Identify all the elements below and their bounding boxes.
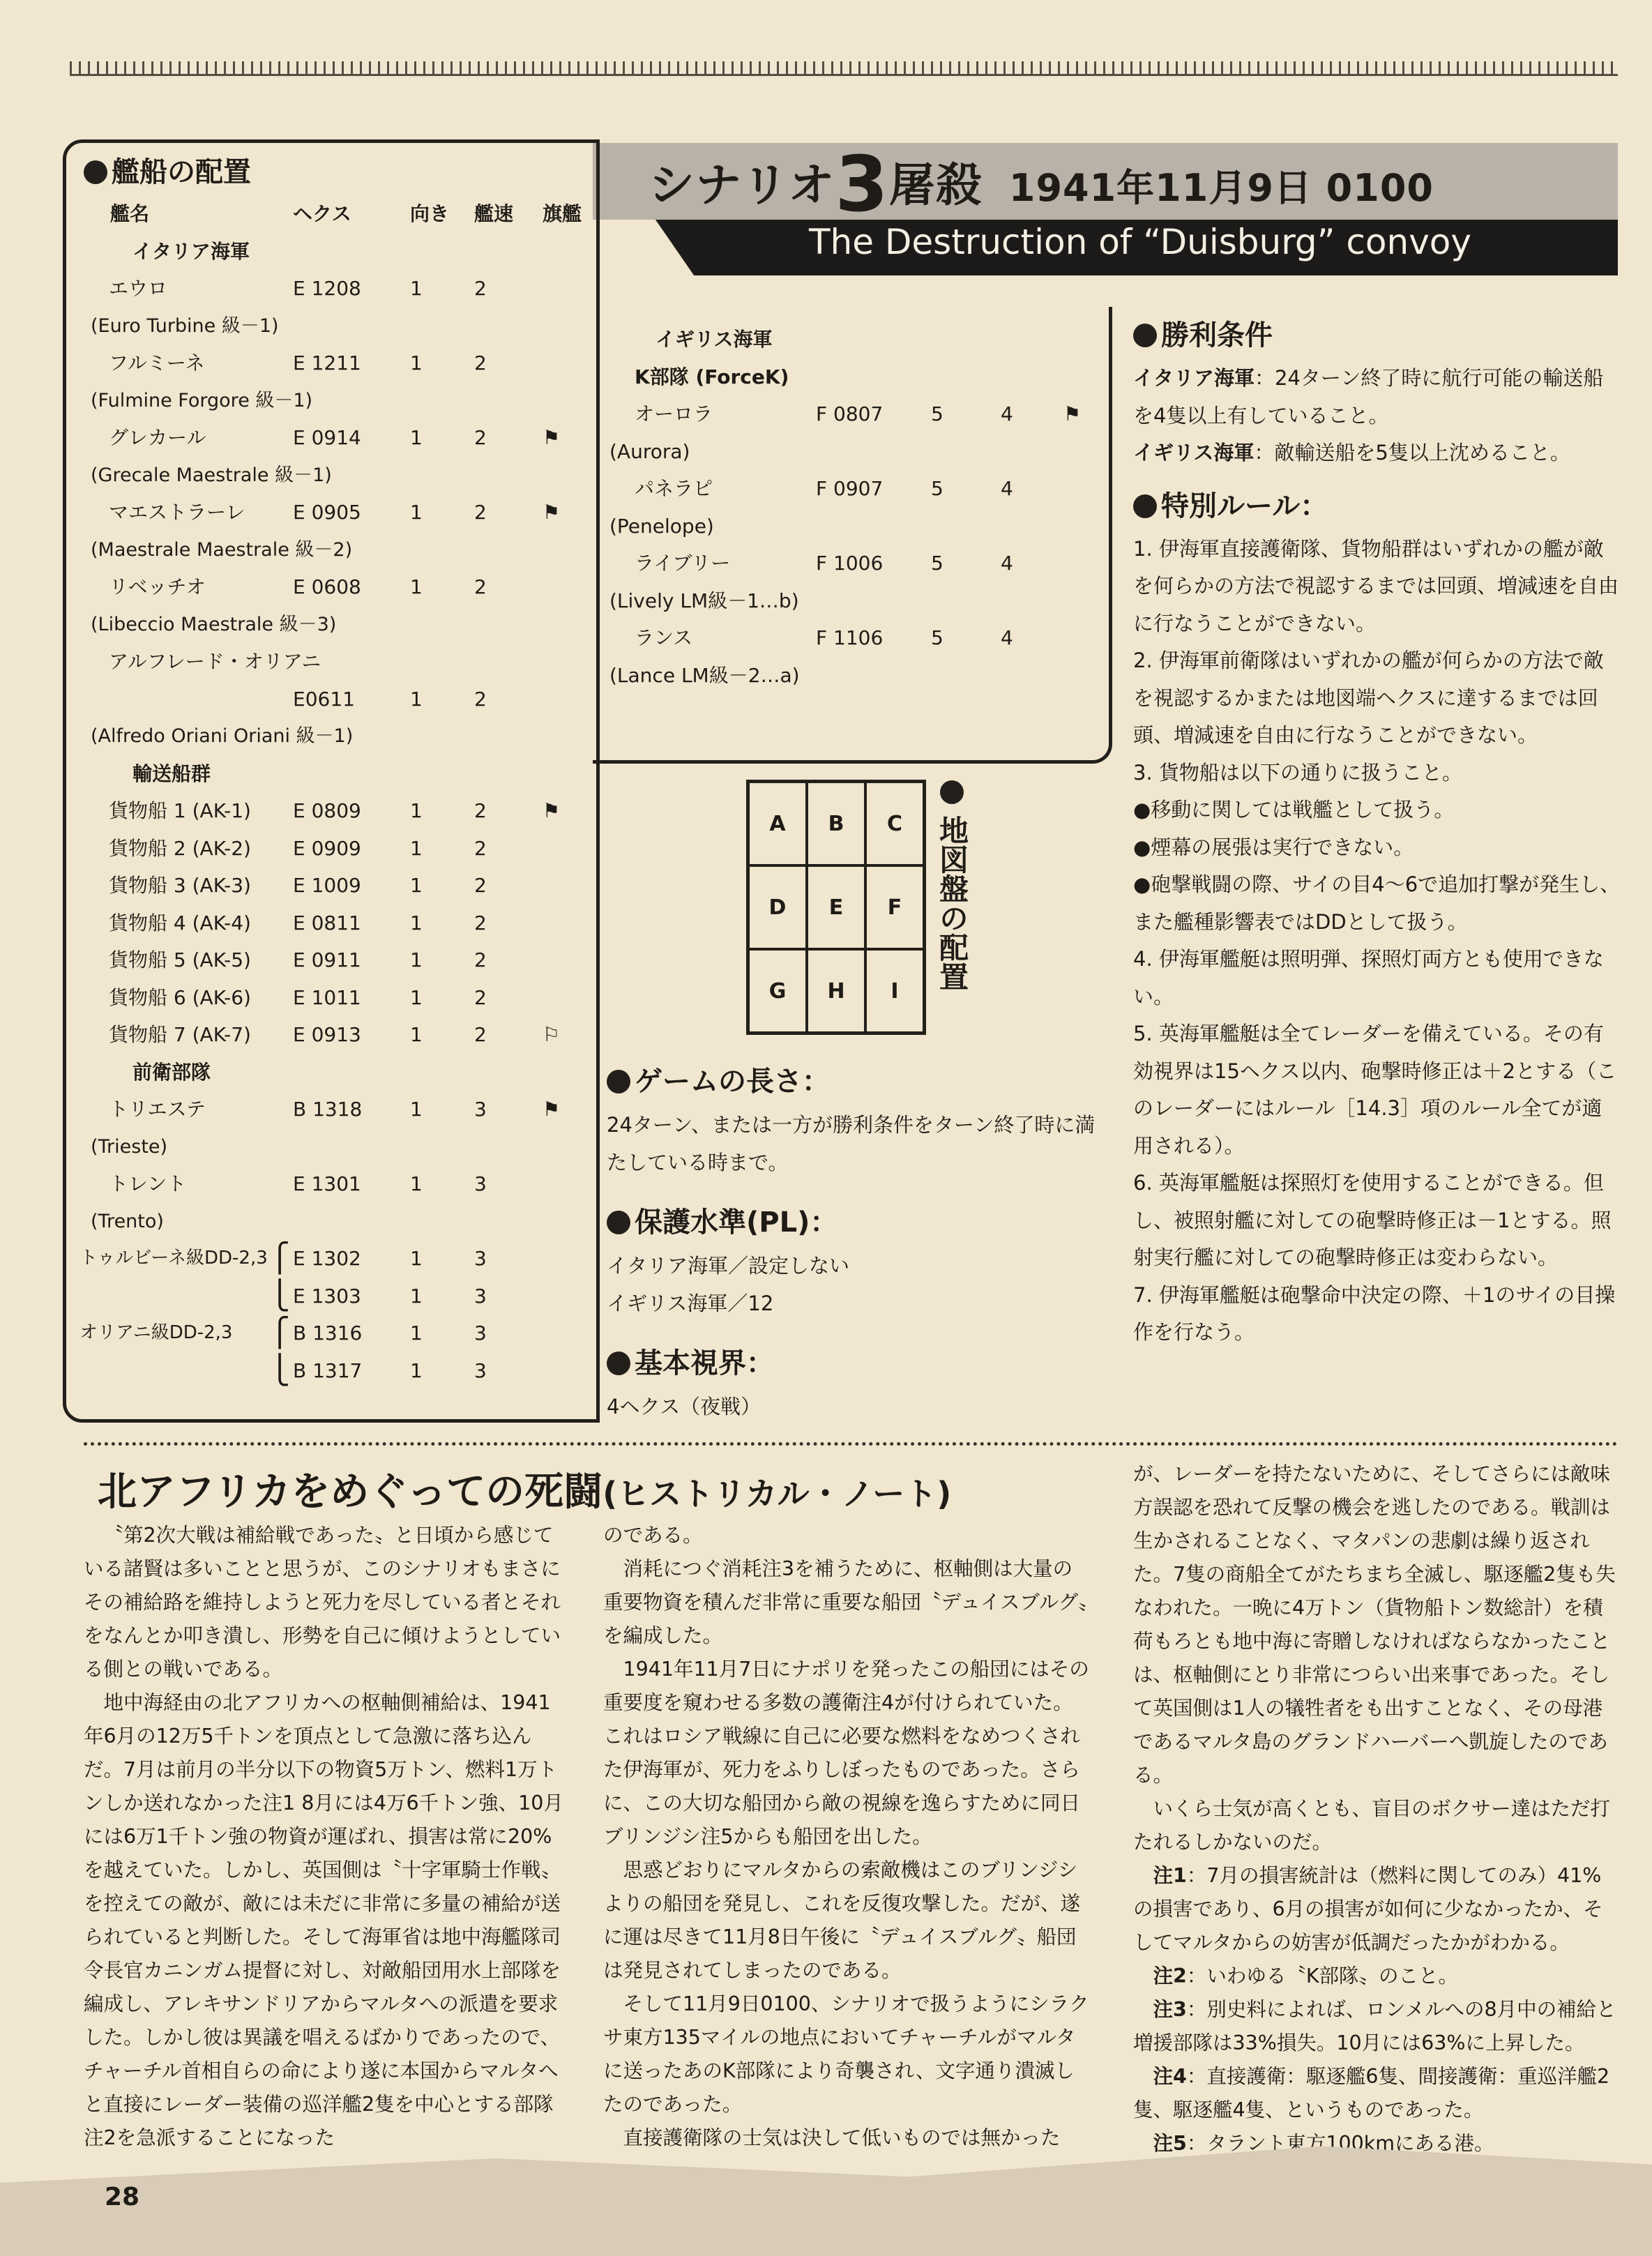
game-length-text: 24ターン、または一方が勝利条件をターン終了時に満たしている時まで。 [607,1113,1096,1174]
group-brace-icon: ⎧ [269,1242,290,1274]
ship-name: フルミーネ [109,351,205,374]
british-label: イギリス海軍 [656,328,773,351]
ship-hex: B 1316 [293,1322,363,1345]
ship-direction: 1 [410,575,423,598]
ship-row [607,619,1109,657]
ship-name: エウロ [109,277,168,300]
note-title-main: 北アフリカをめぐっての死闘 [98,1469,603,1515]
bullet-icon [607,1211,630,1234]
victory-heading-text: 勝利条件 [1161,319,1273,351]
fleet-header-row [77,195,586,233]
vanguard-label: 前衛部隊 [132,1060,211,1084]
map-cell: I [865,949,924,1033]
visibility-heading-text: 基本視界： [635,1347,774,1379]
group-brace-icon: ⎩ [269,1279,290,1312]
game-length-heading [607,1057,1109,1106]
bullet-icon [1133,324,1157,347]
ship-row [607,582,1109,620]
ship-direction: 1 [410,1098,423,1121]
ship-name: パネラピ [635,477,713,500]
scenario-title [649,139,1434,229]
footnote [1133,2060,1618,2127]
note-paragraph: 直接護衛隊の士気は決して低いものでは無かった [623,2126,1061,2149]
ship-class-note: (Grecale Maestrale 級－1) [91,464,332,486]
ship-class-note: (Fulmine Forgore 級－1) [91,389,313,411]
footnote-text: ：7月の損害統計は（燃料に関してのみ）41%の損害であり、6月の損害が如何に少なかったか、そしてマルタからの妨害が低調だったかがわかる。 [1133,1864,1603,1954]
ship-name: リベッチオ [109,575,206,598]
victory-italy-label: イタリア海軍 [1133,366,1255,390]
special-rule: 5. 英海軍艦艇は全てレーダーを備えている。その有効視界は15ヘクス以内、砲撃時修正は＋2とする（このレーダーにはルール［14.3］項のルール全てが適用される）。 [1133,1022,1617,1158]
ship-direction: 1 [410,1023,423,1046]
destroyer-group-label: オリアニ級DD-2,3 [79,1322,233,1343]
ship-class-note: (Lively LM級－1…b) [609,589,799,612]
ship-hex: E 0911 [293,948,361,971]
ship-name: トリエステ [109,1098,206,1121]
visibility-heading [607,1339,1109,1388]
footnote-label: 注2 [1153,1964,1187,1988]
ship-row [77,270,586,308]
column-header-speed: 艦速 [474,202,514,225]
italy-section [77,233,586,271]
note-title-sub: (ヒストリカル・ノート) [603,1475,952,1513]
convoy-label: 輸送船群 [132,762,211,785]
ship-class-note: (Lance LM級－2…a) [609,663,800,687]
ship-speed: 2 [474,1023,487,1046]
note-column-1 [84,1519,565,2155]
ship-hex: E0611 [293,687,355,711]
note-paragraph: が、レーダーを持たないために、そしてさらには敵味方誤認を恐れて反撃の機会を逃したのである。戦訓は生かされることなく、マタパンの悲劇は繰り返された。7隻の商船全てがたちまち全滅し、駆逐艦2隻も失なわれた。一晩に4万トン（貨物船トン数総計）を積荷もろとも地中海に寄贈しなければならなかったことは、枢軸側にとり非常につらい出来事であった。そして英国側は1人の犠牲者をも出すことなく、その母港であるマルタ島のグランドハーバーへ凱旋したのである。 [1133,1462,1616,1787]
map-cell: E [807,865,865,949]
ship-speed: 2 [474,277,487,300]
ship-row [77,1128,586,1166]
ship-hex: E 0905 [293,501,361,524]
vanguard-section [77,1054,586,1091]
map-cell: G [748,949,807,1033]
ship-direction: 5 [931,402,944,425]
ship-speed: 3 [474,1172,487,1195]
ship-direction: 1 [410,1247,423,1270]
footnote-text: ：タラント東方100kmにある港。 [1186,2132,1494,2155]
destroyer-group-label: トゥルビーネ級DD-2,3 [79,1248,268,1269]
map-cell: A [748,782,807,865]
ship-name: 貨物船 6 (AK-6) [109,985,251,1009]
ship-hex: E 0909 [293,836,361,860]
ship-name: 貨物船 2 (AK-2) [109,836,251,860]
special-rules-list [1133,531,1621,1352]
note-paragraph: いくら士気が高くとも、盲目のボクサー達はただ打たれるしかないのだ。 [1133,1797,1611,1854]
ship-row [77,643,586,681]
note-paragraph: 消耗につぐ消耗注3を補うために、枢軸側は大量の重要物資を積んだ非常に重要な船団〝デュイスブルグ〟を編成した。 [603,1557,1089,1647]
ship-speed: 4 [1001,552,1013,575]
victory-uk [1133,434,1621,472]
ship-row [77,1016,586,1054]
special-rule: 2. 伊海軍前衛隊はいずれかの艦が何らかの方法で敵を視認するかまたは地図端ヘクスに達するまでは回頭、増減速を自由に行なうことができない。 [1133,649,1604,747]
ship-direction: 1 [410,687,423,711]
flagship-icon: ⚑ [543,1098,561,1121]
ship-hex: E 1301 [293,1172,361,1195]
game-info [607,1053,1109,1425]
ship-direction: 1 [410,1358,423,1382]
victory-heading [1133,311,1621,360]
note-paragraph: そして11月9日0100、シナリオで扱うようにシラクサ東方135マイルの地点においてチャーチルがマルタに送ったあのK部隊により奇襲され、文字通り潰滅したのであった。 [603,1992,1089,2116]
ship-row [77,1203,586,1241]
ship-class-note: (Penelope) [609,514,714,538]
special-rules-heading-text: 特別ルール： [1161,490,1328,522]
footnote-label: 注3 [1153,1998,1187,2021]
footnote [1133,1960,1618,1993]
victory-italy-text: ：24ターン終了時に航行可能の輸送船を4隻以上有していること。 [1133,366,1604,427]
special-rule: ●移動に関しては戦艦として扱う。 [1133,798,1455,822]
ship-direction: 1 [410,351,423,374]
ship-name: 貨物船 3 (AK-3) [109,874,251,897]
ship-hex: F 0807 [816,402,884,425]
ship-direction: 1 [410,1172,423,1195]
note-paragraph: 地中海経由の北アフリカへの枢軸側補給は、1941年6月の12万5千トンを頂点として急激に落ち込んだ。7月は前月の半分以下の物資5万トン、燃料1万トンしか送れなかった注1 8月には4万6千トン強、10月には6万1千トン強の物資が運ばれ、損害は常に20%を越えていた。しかし、英国側は〝十字軍騎士作戦〟を控えての敵が、敵には未だに非常に多量の補給が送られていると判断した。そして海軍省は地中海艦隊司令長官カニンガム提督に対し、対敵船団用水上部隊を編成し、アレキサンドリアからマルタへの派遣を要求した。しかし彼は異議を唱えるばかりであったので、チャーチル首相自らの命により遂に本国からマルタへと直接にレーダー装備の巡洋艦2隻を中心とする部隊注2を急派することになった [84,1691,563,2149]
ship-name: マエストラーレ [109,501,245,524]
special-rule: ●煙幕の展張は実行できない。 [1133,835,1414,859]
ship-name: ライブリー [635,552,731,575]
flagship-icon: ⚑ [543,799,561,822]
ship-hex: E 1303 [293,1284,361,1308]
flagship-icon: ⚑ [543,501,561,524]
flagship-icon: ⚑ [543,426,561,449]
ship-row [607,545,1109,582]
footnote [1133,1859,1618,1960]
ship-row [77,941,586,979]
note-column-3-body [1133,1458,1618,1859]
ship-hex: E 1211 [293,351,361,374]
footnote-text: ：直接護衛：駆逐艦6隻、間接護衛：重巡洋艦2隻、駆逐艦4隻、というものであった。 [1133,2065,1610,2121]
scenario-date: 1941年11月9日 0100 [1008,166,1434,210]
footnotes [1133,1859,1618,2160]
ship-row [607,508,1109,545]
protection-uk: イギリス海軍／12 [607,1292,774,1315]
flagship-icon: ⚑ [1063,402,1082,425]
map-board-grid [746,780,926,1035]
ship-hex: F 1106 [816,626,884,649]
ship-class-note: (Aurora) [609,439,690,463]
ship-hex: F 0907 [816,477,884,500]
ship-hex: F 1006 [816,552,884,575]
ship-class-note: (Trieste) [91,1135,168,1158]
ship-speed: 2 [474,799,487,822]
ship-hex: E 0811 [293,911,361,934]
ship-row [77,606,586,644]
ship-row [77,382,586,420]
section-divider [84,1442,1618,1446]
top-decorative-border [70,61,1618,76]
special-rule: 6. 英海軍艦艇は探照灯を使用することができる。但し、被照射艦に対しての砲撃時修正は－1とする。照射実行艦に対しての砲撃時修正は変わらない。 [1133,1171,1612,1269]
ship-speed: 4 [1001,626,1013,649]
ship-speed: 2 [474,985,487,1009]
bullet-icon [84,160,107,184]
group-brace-icon: ⎩ [269,1354,290,1386]
fleet-heading-text: 艦船の配置 [112,156,251,188]
ship-speed: 2 [474,836,487,860]
convoy-section [77,755,586,793]
ship-row [607,433,1109,471]
ship-name: 貨物船 1 (AK-1) [109,799,251,822]
ship-speed: 2 [474,874,487,897]
ship-direction: 1 [410,874,423,897]
ship-speed: 2 [474,911,487,934]
ship-row [77,568,586,606]
bullet-icon [607,1070,630,1093]
ship-speed: 2 [474,575,487,598]
footnote-text: ：別史料によれば、ロンメルへの8月中の補給と増援部隊は33%損失。10月には63%に上昇した。 [1133,1998,1616,2054]
ship-row [77,718,586,755]
ship-name: 貨物船 7 (AK-7) [109,1023,251,1046]
destroyer-group-row [77,1315,586,1352]
ship-row [607,657,1109,695]
ship-row [607,395,1109,433]
protection-heading [607,1198,1109,1247]
footnote-label: 注5 [1153,2132,1187,2155]
ship-class-note: (Euro Turbine 級－1) [91,315,279,337]
ship-direction: 5 [931,626,944,649]
ship-speed: 2 [474,687,487,711]
ship-hex: E 1009 [293,874,361,897]
note-paragraph: 〝第2次大戦は補給戦であった〟と日頃から感じている諸賢は多いことと思うが、このシナリオもまさにその補給路を維持しようと死力を尽している者とそれをなんとか叩き潰し、形勢を自己に傾けようとしている側との戦いである。 [84,1524,561,1681]
ship-direction: 1 [410,911,423,934]
map-cell: B [807,782,865,865]
force-k-section [607,358,1109,396]
note-paragraph: 思惑どおりにマルタからの索敵機はこのブリンジシよりの船団を発見し、これを反復攻撃した。だが、遂に運は尽きて11月8日午後に〝デュイスブルグ〟船団は発見されてしまったのである。 [603,1858,1081,1982]
footnote [1133,1993,1618,2060]
ship-hex: E 0913 [293,1023,361,1046]
ship-row [77,867,586,904]
ship-name: アルフレード・オリアニ [109,650,321,673]
ship-row [77,345,586,382]
special-rules-heading [1133,482,1621,531]
ship-class-note: (Libeccio Maestrale 級－3) [91,613,337,635]
ship-hex: E 0914 [293,426,361,449]
ship-speed: 2 [474,948,487,971]
ship-name: 貨物船 4 (AK-4) [109,911,251,934]
map-title-text: 地図盤の配置 [935,815,969,991]
ship-class-note: (Alfredo Oriani Oriani 級－1) [91,725,354,747]
map-cell: H [807,949,865,1033]
ship-hex: E 1302 [293,1247,361,1270]
ship-row [77,494,586,531]
ship-row [77,308,586,345]
note-column-3 [1133,1458,1618,2160]
rules-column [1133,307,1621,1352]
ship-speed: 3 [474,1322,487,1345]
ship-direction: 1 [410,501,423,524]
ship-speed: 2 [474,351,487,374]
ship-class-note: (Trento) [91,1210,164,1232]
victory-italy [1133,360,1621,434]
ship-name: 貨物船 5 (AK-5) [109,948,251,971]
special-rule: 4. 伊海軍艦艇は照明弾、探照灯両方とも使用できない。 [1133,947,1604,1008]
bullet-icon [1133,494,1157,518]
column-header-hex: ヘクス [293,202,351,225]
column-header-flag: 旗艦 [543,202,582,225]
ship-speed: 3 [474,1284,487,1308]
ship-hex: B 1317 [293,1358,363,1382]
ship-row [77,419,586,457]
scenario-subtitle: The Destruction of “Duisburg” convoy [809,222,1471,262]
footnote-text: ：いわゆる〝K部隊〟のこと。 [1186,1964,1459,1988]
ship-speed: 3 [474,1358,487,1382]
ship-direction: 1 [410,277,423,300]
column-header-name: 艦名 [110,202,150,225]
ship-speed: 2 [474,426,487,449]
victory-uk-text: ：敵輸送船を5隻以上沈めること。 [1254,441,1570,464]
ship-name: オーロラ [635,402,713,425]
ship-row [77,1091,586,1128]
ship-name: トレント [109,1172,187,1195]
ship-name: ランス [635,626,693,649]
note-column-2 [603,1519,1091,2155]
ship-class-note: (Maestrale Maestrale 級－2) [91,538,353,561]
ship-hex: E 1208 [293,277,361,300]
ship-speed: 4 [1001,477,1013,500]
destroyer-group-row [77,1240,586,1278]
ship-speed: 3 [474,1098,487,1121]
note-paragraph: のである。 [603,1524,703,1547]
ship-row [77,904,586,942]
column-header-dir: 向き [410,202,450,225]
british-section [607,321,1109,358]
ship-hex: E 0608 [293,575,361,598]
protection-italy: イタリア海軍／設定しない [607,1254,850,1278]
ship-speed: 2 [474,501,487,524]
british-fleet-table [607,321,1109,694]
ship-direction: 1 [410,948,423,971]
map-cell: F [865,865,924,949]
group-brace-icon: ⎧ [269,1317,290,1349]
ship-hex: B 1318 [293,1098,363,1121]
flagship-icon: ⚐ [543,1023,561,1046]
ship-row [77,531,586,569]
map-cell: C [865,782,924,865]
special-rule: 1. 伊海軍直接護衛隊、貨物船群はいずれかの艦が敵を何らかの方法で視認するまでは回頭、増減速を自由に行なうことができない。 [1133,536,1619,635]
map-cell: D [748,865,807,949]
italy-label: イタリア海軍 [132,239,250,263]
bullet-icon [607,1352,630,1375]
special-rule: 7. 伊海軍艦艇は砲撃命中決定の際、＋1のサイの目操作を行なう。 [1133,1282,1616,1344]
ship-row [77,979,586,1017]
ship-row [77,681,586,718]
visibility-text: 4ヘクス（夜戦） [607,1395,761,1418]
note-paragraph: 1941年11月7日にナポリを発ったこの船団にはその重要度を窺わせる多数の護衛注4が付けられていた。これはロシア戦線に自己に必要な燃料をなめつくされた伊海軍が、死力をふりしぼったものであった。さらに、この大切な船団から敵の視線を逸らすために同日ブリンジシ注5からも船団を出した。 [603,1658,1089,1848]
ship-direction: 5 [931,477,944,500]
special-rule: ●砲撃戦闘の際、サイの目4～6で追加打撃が発生し、また艦種影響表ではDDとして扱う。 [1133,872,1621,934]
ship-hex: E 1011 [293,985,361,1009]
victory-uk-label: イギリス海軍 [1133,441,1255,464]
fleet-heading [84,150,251,190]
destroyer-group-row [77,1352,586,1390]
ship-row [607,470,1109,508]
bullet-icon [940,780,964,804]
force-k-label: K部隊 (ForceK) [635,365,789,388]
ship-direction: 5 [931,552,944,575]
ship-row [77,792,586,830]
ship-direction: 1 [410,985,423,1009]
ship-speed: 4 [1001,402,1013,425]
ship-direction: 1 [410,426,423,449]
ship-direction: 1 [410,836,423,860]
ship-row [77,1165,586,1203]
ship-name: グレカール [109,426,206,449]
destroyer-group-row [77,1278,586,1315]
scenario-number: 3 [835,139,889,229]
special-rule: 3. 貨物船は以下の通りに扱うこと。 [1133,760,1462,785]
scenario-prefix: シナリオ [649,158,835,212]
page-number: 28 [105,2183,140,2211]
ship-direction: 1 [410,1322,423,1345]
historical-note-title [98,1461,951,1517]
ship-direction: 1 [410,1284,423,1308]
fleet-table [77,195,586,1389]
footnote-label: 注4 [1153,2065,1187,2088]
footnote-label: 注1 [1153,1864,1187,1887]
ship-hex: E 0809 [293,799,361,822]
ship-speed: 3 [474,1247,487,1270]
protection-heading-text: 保護水準(PL)： [635,1206,838,1239]
scenario-name: 屠殺 [888,158,983,212]
map-title [934,778,969,991]
ship-row [77,830,586,868]
ship-direction: 1 [410,799,423,822]
ship-row [77,457,586,494]
game-length-heading-text: ゲームの長さ： [635,1066,830,1098]
